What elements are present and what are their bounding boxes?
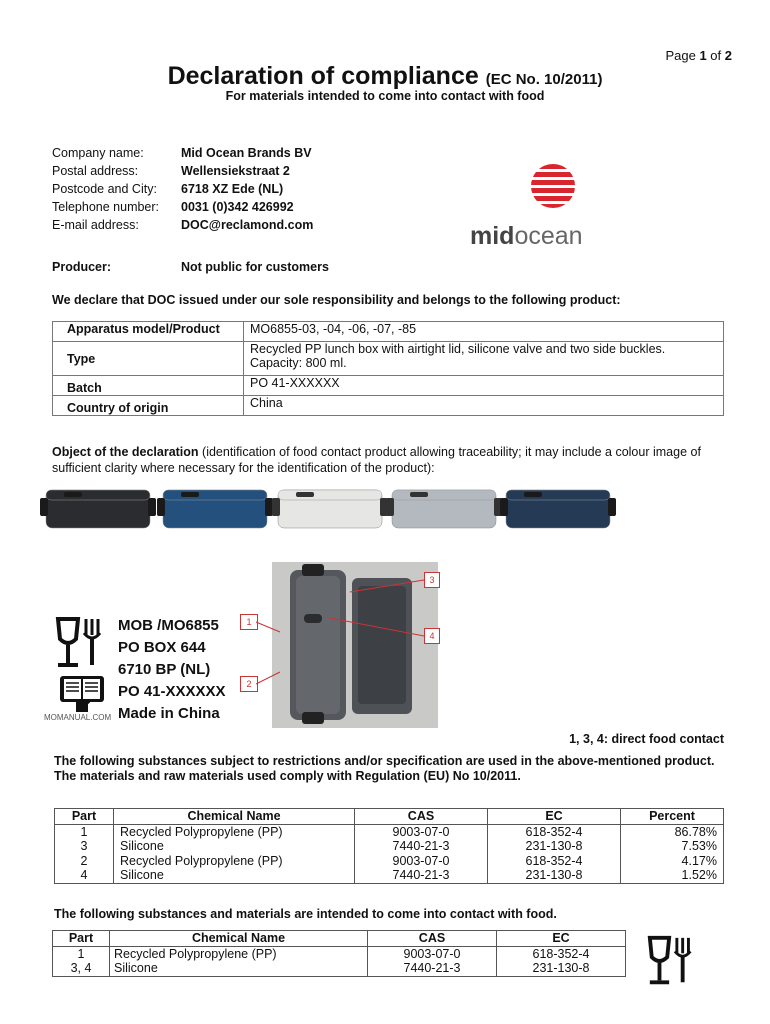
- table-header-row: Part Chemical Name CAS EC Percent: [55, 809, 724, 825]
- midocean-logo: [468, 160, 638, 250]
- postcode-city-row: Postcode and City: 6718 XZ Ede (NL): [52, 182, 284, 196]
- food-contact-statement: The following substances and materials are intended to come into contact with food.: [54, 907, 557, 921]
- lunchbox-variant-image: [40, 486, 156, 532]
- table-row: Type Recycled PP lunch box with airtight lid, silicone valve and two side buckles. Capacity: 800 ml.: [53, 342, 724, 376]
- lunchbox-variant-image: [272, 486, 388, 532]
- direct-contact-note: 1, 3, 4: direct food contact: [569, 732, 724, 746]
- producer-row: Producer: Not public for customers: [52, 260, 329, 274]
- table-row: Apparatus model/Product MO6855-03, -04, -06, -07, -85: [53, 322, 724, 342]
- substances-table: [54, 808, 724, 884]
- label-line: PO 41-XXXXXX: [118, 683, 226, 700]
- callout-1: 1: [240, 614, 258, 630]
- callout-3: 3: [424, 572, 440, 588]
- label-line: Made in China: [118, 705, 220, 722]
- declaration-statement: We declare that DOC issued under our sole responsibility and belongs to the following product:: [52, 293, 621, 307]
- page-number: Page 1 of 2: [665, 48, 732, 63]
- postal-address-row: Postal address: Wellensiekstraat 2: [52, 164, 290, 178]
- food-contact-table: [52, 930, 626, 977]
- product-table: [52, 321, 724, 416]
- label-line: 6710 BP (NL): [118, 661, 211, 678]
- callout-4: 4: [424, 628, 440, 644]
- watermark: MOMANUAL.COM: [44, 713, 112, 722]
- restrictions-statement: The following substances subject to restrictions and/or specification are used in the above-mentioned product. The materials and raw materials used comply with Regulation (EU) No 10/2011.: [54, 754, 715, 783]
- lunchbox-variant-image: [157, 486, 273, 532]
- table-row: 2 Recycled Polypropylene (PP) 9003-07-0 618-352-4 4.17%: [55, 854, 724, 869]
- label-line: MOB /MO6855: [118, 617, 219, 634]
- callout-leader-lines: [240, 562, 450, 732]
- food-safe-glass-fork-icon: [644, 934, 702, 990]
- table-row: Batch PO 41-XXXXXX: [53, 376, 724, 396]
- telephone-row: Telephone number: 0031 (0)342 426992: [52, 200, 294, 214]
- lunchbox-variant-image: [386, 486, 502, 532]
- company-name-row: Company name: Mid Ocean Brands BV: [52, 146, 312, 160]
- lunchbox-variant-image: [500, 486, 616, 532]
- object-of-declaration: Object of the declaration (identification of food contact product allowing traceability; it may include a colour image of sufficient clarity where necessary for the identification of the product):: [52, 445, 701, 475]
- email-row: E-mail address: DOC@reclamond.com: [52, 218, 314, 232]
- table-row: 1 Recycled Polypropylene (PP) 9003-07-0 618-352-4 86.78%: [55, 824, 724, 839]
- table-row: Country of origin China: [53, 396, 724, 416]
- svg-text:midocean: midocean: [470, 222, 583, 250]
- page-title: Declaration of compliance (EC No. 10/2011): [167, 62, 603, 90]
- label-line: PO BOX 644: [118, 639, 206, 656]
- regulation-ref: (EC No. 10/2011): [485, 71, 603, 88]
- page-subtitle: For materials intended to come into contact with food: [225, 89, 545, 103]
- callout-2: 2: [240, 676, 258, 692]
- manual-book-icon: [58, 674, 106, 714]
- table-row: 1 Recycled Polypropylene (PP) 9003-07-0 618-352-4: [53, 946, 626, 961]
- food-safe-glass-fork-icon: [52, 615, 112, 673]
- table-header-row: Part Chemical Name CAS EC: [53, 931, 626, 947]
- table-row: 3 Silicone 7440-21-3 231-130-8 7.53%: [55, 839, 724, 854]
- table-row: 3, 4 Silicone 7440-21-3 231-130-8: [53, 961, 626, 976]
- table-row: 4 Silicone 7440-21-3 231-130-8 1.52%: [55, 868, 724, 883]
